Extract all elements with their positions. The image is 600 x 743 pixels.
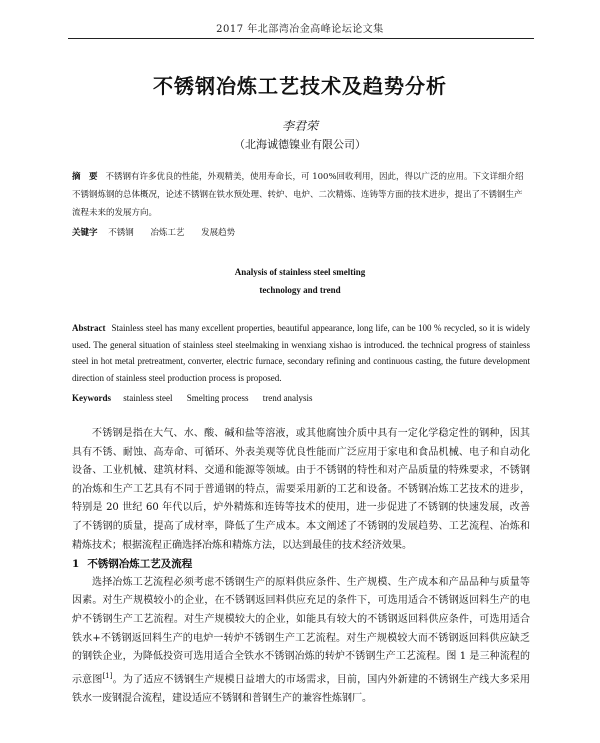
section-title: 不锈钢冶炼工艺及流程 — [87, 558, 193, 571]
paper-title-cn: 不锈钢冶炼工艺技术及趋势分析 — [153, 74, 447, 98]
author-name: 李君荣 — [281, 119, 318, 133]
section-number: 1 — [72, 558, 80, 571]
keyword-en-item: stainless steel — [123, 393, 173, 403]
body-text — [72, 425, 530, 708]
section-heading-1 — [72, 555, 530, 574]
body-paragraph-2-part-a: 选择冶炼工艺流程必须考虑不锈钢生产的原料供应条件、生产规模、生产成本和产品品种与质量等因素。对生产规模较小的企业，在不锈钢返回料供应充足的条件下，可选用适合不锈钢返回料生产的电炉不锈钢生产工艺流程。对生产规模较大的企业，如能具有较大的不锈钢返回料供应条件，可选用适合铁水+不锈钢返回料生产的电炉一转炉不锈钢生产工艺流程。对生产规模较大而不锈钢返回料供应缺乏的钢铁企业，为降低投资可选用适合全铁水不锈钢冶炼的转炉不锈钢生产工艺流程。图 1 是三种流程的示意图 — [72, 576, 530, 686]
keyword-en-item: Smelting process — [186, 393, 249, 403]
abstract-en-label: Abstract — [72, 323, 106, 333]
keyword-en-item: trend analysis — [262, 393, 313, 403]
abstract-en — [72, 320, 530, 386]
running-header: 2017 年北部湾冶金高峰论坛论文集 — [216, 24, 384, 35]
author-affiliation: （北海诚德镍业有限公司） — [234, 138, 366, 151]
abstract-cn — [72, 168, 530, 222]
body-paragraph-1: 不锈钢是指在大气、水、酸、碱和盐等溶液，或其他腐蚀介质中具有一定化学稳定性的钢种，因其具有不锈、耐蚀、高寿命、可循环、外表美观等优良性能而广泛应用于家电和食品机械、电子和自动化设备、工业机械、建筑材料、交通和能源等领域。由于不锈钢的特性和对产品质量的特殊要求，不锈钢的冶炼和生产工艺具有不同于普通钢的特点，需要采用新的工艺和设备。不锈钢冶炼工艺技术的进步，特别是 20 世纪 60 年代以后，炉外精炼和连铸等技术的使用，进一步促进了不锈钢的快速发展，改善了不锈钢的质量，提高了成材率，降低了生产成本。本文阐述了不锈钢的发展趋势、工艺流程、冶炼和精炼技术；根据流程正确选择冶炼和精炼方法，以达到最佳的技术经济效果。 — [72, 428, 530, 551]
keywords-en-label: Keywords — [72, 393, 111, 403]
paper-title-en — [0, 263, 600, 299]
abstract-cn-label: 摘 要 — [72, 172, 98, 182]
keyword-cn-item: 发展趋势 — [201, 228, 236, 238]
abstract-cn-text: 不锈钢有许多优良的性能，外观精美，使用寿命长，可 100%回收利用，因此，得以广泛的应用。下文详细介绍不锈钢炼钢的总体概况，论述不锈钢在铁水预处理、转炉、电炉、二次精炼、连铸等方面的技术进步，提出了不锈钢生产流程未来的发展方向。 — [72, 172, 524, 218]
body-paragraph-2-part-b: 。为了适应不锈钢生产规模日益增大的市场需求，目前，国内外新建的不锈钢生产线大多采用铁水一废钢混合流程，建设适应不锈钢和普钢生产的兼容性炼钢厂。 — [72, 674, 531, 704]
header-rule — [68, 38, 534, 39]
body-paragraph-2 — [72, 574, 530, 708]
keywords-cn-label: 关键字 — [72, 228, 98, 238]
keywords-cn — [72, 226, 530, 238]
abstract-en-text: Stainless steel has many excellent properties, beautiful appearance, long life, can be 100 % recycled, so it is widely used. The general situation of stainless steel steelmaking in wenxiang xishao is introduced. the technical progress of stainless steel in hot metal pretreatment, converter, electric furnace, secondary refining and continuous casting, the future development direction of stainless steel production process is proposed. — [72, 323, 530, 383]
paper-title-en-line1: Analysis of stainless steel smelting — [234, 267, 366, 277]
citation-mark[interactable]: [1] — [102, 671, 113, 680]
keywords-en — [72, 393, 530, 403]
keyword-cn-item: 冶炼工艺 — [150, 228, 185, 238]
keyword-cn-item: 不锈钢 — [108, 228, 134, 238]
paper-title-en-line2: technology and trend — [259, 285, 341, 295]
